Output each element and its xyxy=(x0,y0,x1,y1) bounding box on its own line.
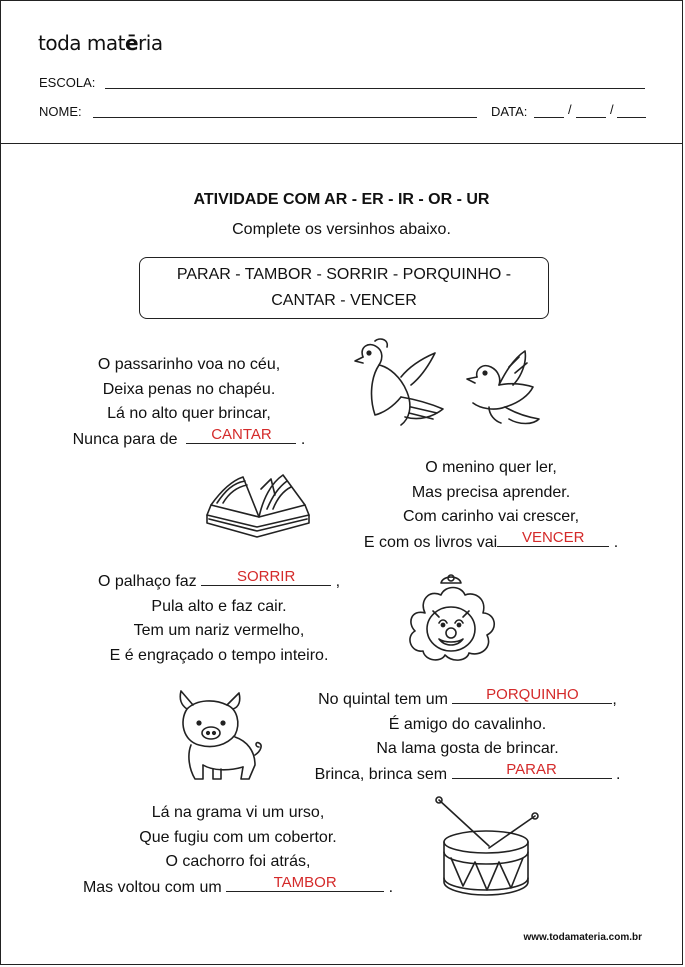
poem-line: Que fugiu com um cobertor. xyxy=(139,828,337,846)
date-sep-2: / xyxy=(610,102,614,117)
answer-blank[interactable] xyxy=(452,687,612,704)
poem-line: Mas precisa aprender. xyxy=(411,483,571,501)
answer-blank[interactable] xyxy=(201,569,331,586)
poem-line: É amigo do cavalinho. xyxy=(388,715,547,733)
poem-line: Pula alto e faz cair. xyxy=(151,597,287,615)
header-divider xyxy=(1,143,682,144)
poem-line: Tem um nariz vermelho, xyxy=(133,622,305,639)
poem-line: E é engraçado o tempo inteiro. xyxy=(109,646,329,664)
logo: toda matēria xyxy=(38,31,163,55)
date-month-field[interactable] xyxy=(576,117,606,118)
activity-title: ATIVIDADE COM AR - ER - IR - OR - UR xyxy=(193,191,490,208)
word-bank-line-2: CANTAR - VENCER xyxy=(271,292,417,309)
answer-text: PORQUINHO xyxy=(486,686,579,703)
pig-icon xyxy=(169,685,269,785)
poem-line: O menino quer ler, xyxy=(425,459,557,476)
poem-1 xyxy=(69,353,309,452)
poem-line: O cachorro foi atrás, xyxy=(165,853,311,870)
date-day-field[interactable] xyxy=(534,117,564,118)
poem-line: Lá na grama vi um urso, xyxy=(151,804,325,821)
footer-url: www.todamateria.com.br xyxy=(523,932,642,943)
name-label: NOME: xyxy=(39,104,82,119)
poem-5 xyxy=(63,801,413,900)
drum-icon xyxy=(431,796,541,901)
poem-line-with-blank: E com os livros vai VENCER . xyxy=(346,530,636,556)
school-label: ESCOLA: xyxy=(39,75,96,90)
poem-4 xyxy=(295,687,640,787)
poem-line: O passarinho voa no céu, xyxy=(97,356,281,373)
answer-text: SORRIR xyxy=(236,568,296,585)
poem-3 xyxy=(59,569,379,668)
answer-blank[interactable] xyxy=(186,427,296,444)
answer-text: TAMBOR xyxy=(273,873,337,891)
school-field[interactable] xyxy=(105,88,645,89)
poem-line-with-blank: Nunca para de CANTAR . xyxy=(69,427,309,453)
word-bank xyxy=(139,257,549,319)
answer-text: PARAR xyxy=(506,760,557,778)
date-sep-1: / xyxy=(568,102,572,117)
poem-line-with-blank: Mas voltou com um TAMBOR . xyxy=(63,875,413,901)
birds-icon xyxy=(349,337,549,432)
answer-blank[interactable] xyxy=(226,875,384,892)
activity-instructions: Complete os versinhos abaixo. xyxy=(232,221,451,238)
poem-line: Lá no alto quer brincar, xyxy=(107,405,271,422)
answer-text: CANTAR xyxy=(211,425,272,443)
answer-text: VENCER xyxy=(521,528,585,546)
poem-line-with-blank: Brinca, brinca sem PARAR . xyxy=(295,762,640,788)
poem-line: Na lama gosta de brincar. xyxy=(376,740,559,757)
poem-line: Deixa penas no chapéu. xyxy=(102,380,276,398)
poem-line: Com carinho vai crescer, xyxy=(402,508,580,525)
date-year-field[interactable] xyxy=(617,117,646,118)
name-field[interactable] xyxy=(93,117,477,118)
poem-line-with-blank: O palhaço faz SORRIR , xyxy=(59,569,379,595)
date-label: DATA: xyxy=(491,104,528,119)
answer-blank[interactable] xyxy=(452,762,612,779)
word-bank-line-1: PARAR - TAMBOR - SORRIR - PORQUINHO - xyxy=(176,266,512,283)
poem-line-with-blank: No quintal tem um PORQUINHO , xyxy=(295,687,640,713)
poem-2 xyxy=(346,456,636,555)
answer-blank[interactable] xyxy=(497,530,609,547)
book-icon xyxy=(201,469,316,544)
clown-icon xyxy=(403,573,503,665)
